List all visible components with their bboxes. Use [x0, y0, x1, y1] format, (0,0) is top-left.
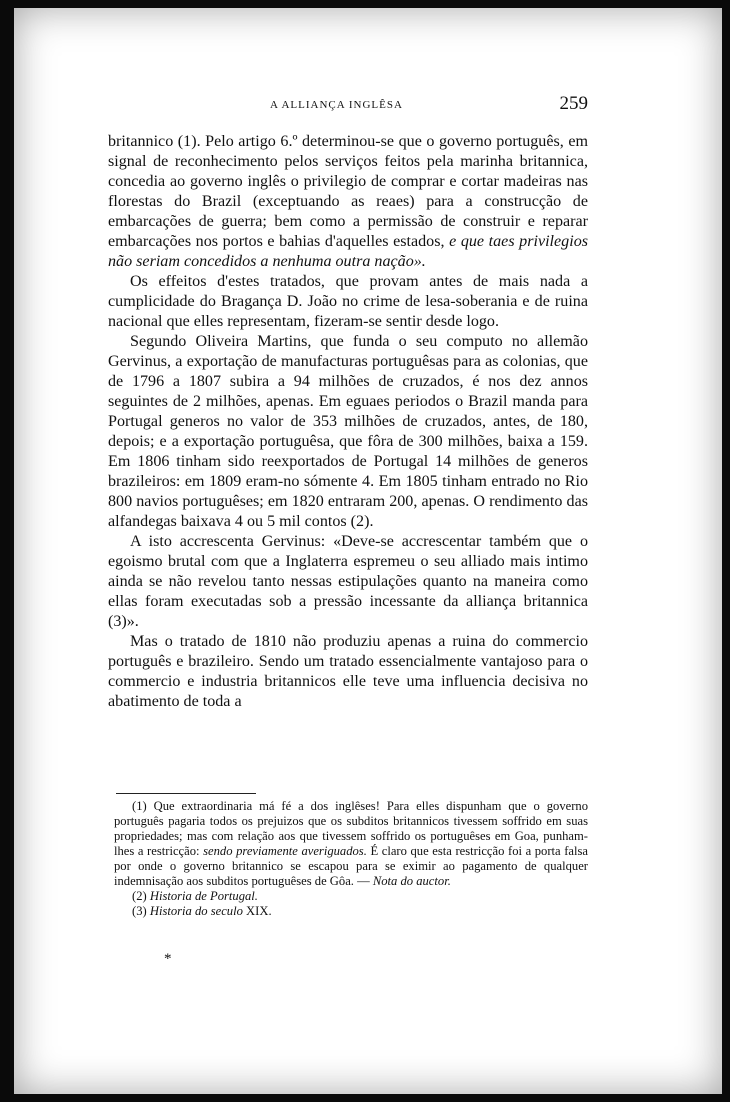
- footnote-1-italic: sendo previamente averiguados.: [203, 844, 367, 858]
- paragraph-1-text: britannico (1). Pelo artigo 6.º determinou-se que o governo português, em signal de reconhecimento pelos serviços feitos pela marinha britannica, concedia ao governo inglês o privilegio de comprar e cortar madeiras nas florestas do Brazil (exceptuando as reaes) para a construcção de embarcações de guerra; bem como a permissão de construir e reparar embarcações nos portos e bahias d'aquelles estados,: [108, 133, 588, 250]
- footnote-3-suffix: XIX.: [242, 904, 272, 918]
- footnote-2: [114, 889, 588, 904]
- paragraph-3: Segundo Oliveira Martins, que funda o seu computo no allemão Gervinus, a exportação de manufacturas portuguêsas para as colonias, que de 1796 a 1807 subira a 94 milhões de cruzados, é nos dez annos seguintes de 2 milhões, apenas. Em eguaes periodos o Brazil manda para Portugal generos no valor de 353 milhões de cruzados, antes, de 180, depois; e a exportação portuguêsa, que fôra de 300 milhões, baixa a 159. Em 1806 tinham sido reexportados de Portugal 14 milhões de generos brazileiros: em 1809 eram-no sómente 4. Em 1805 tinham entrado no Rio 800 navios portuguêses; em 1820 entraram 200, apenas. O rendimento das alfandegas baixava 4 ou 5 mil contos (2).: [108, 333, 588, 530]
- footnote-1: [114, 799, 588, 889]
- footnote-2-title: Historia de Portugal.: [149, 889, 258, 903]
- paragraph-1-italic: e que taes privilegios não seriam concedidos a nenhuma outra nação».: [108, 233, 589, 270]
- running-title: A ALLIANÇA INGLÊSA: [270, 99, 403, 111]
- page-header: [108, 93, 588, 117]
- signature-mark: *: [164, 951, 172, 967]
- footnote-1-text-2: É claro que esta restricção foi a porta falsa por onde o governo britannico se escapou para se eximir ao pagamento de qualquer indemnisação aos subditos portuguêses de Gôa. —: [114, 844, 589, 888]
- body-text: [108, 132, 588, 712]
- footnote-2-number: (2): [132, 889, 150, 903]
- paragraph-1: [108, 132, 588, 272]
- footnote-1-text: (1) Que extraordinaria má fé a dos inglêses! Para elles dispunham que o governo português pagaria todos os prejuizos que os subditos britannicos tivessem soffrido em suas propriedades; mas com relação aos que tivessem soffrido os portuguêses em Goa, punham-lhes a restricção:: [114, 799, 588, 858]
- footnote-3-number: (3): [132, 904, 150, 918]
- page-number: 259: [559, 93, 588, 114]
- footnotes: [114, 799, 588, 919]
- paragraph-2: Os effeitos d'estes tratados, que provam antes de mais nada a cumplicidade do Bragança D. João no crime de lesa-soberania e de ruina nacional que elles representam, fizeram-se sentir desde logo.: [108, 273, 588, 330]
- paragraph-4: A isto accrescenta Gervinus: «Deve-se accrescentar também que o egoismo brutal com que a Inglaterra espremeu o seu alliado mais intimo ainda se não revelou tanto nessas estipulações quanto na maneira como ellas foram executadas sob a pressão incessante da alliança britannica (3)».: [108, 533, 588, 630]
- footnote-1-author: Nota do auctor.: [372, 874, 451, 888]
- footnote-divider: [116, 793, 256, 794]
- footnote-3: [114, 904, 588, 919]
- paragraph-5: Mas o tratado de 1810 não produziu apenas a ruina do commercio português e brazileiro. Sendo um tratado essencialmente vantajoso para o commercio e industria britannicos elle teve uma influencia decisiva no abatimento de toda a: [108, 633, 588, 710]
- book-page: [14, 8, 722, 1094]
- footnote-3-title: Historia do seculo: [149, 904, 243, 918]
